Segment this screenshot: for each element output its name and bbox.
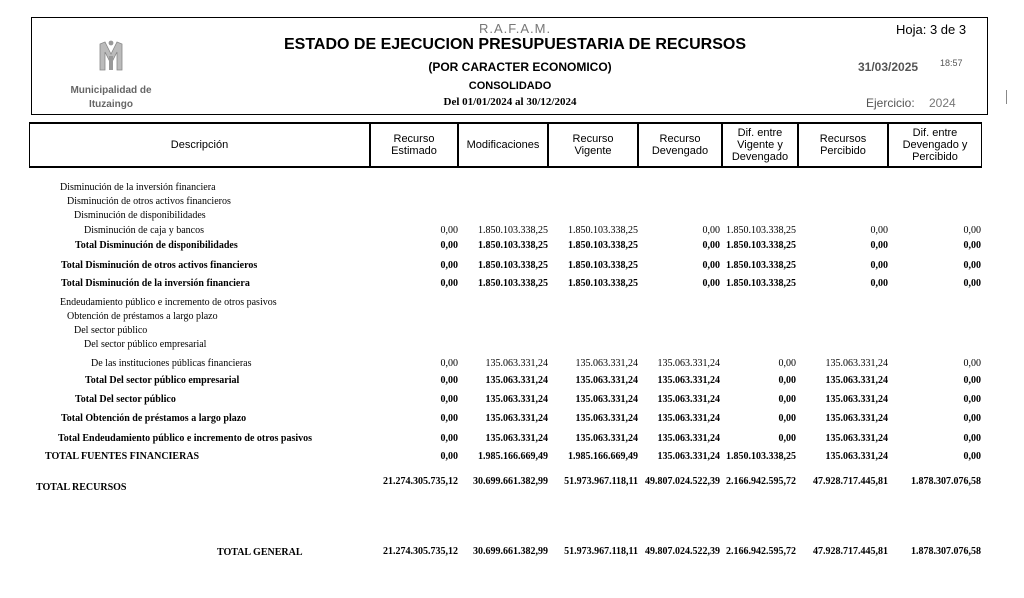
municipality-line-1: Municipalidad de (70, 85, 152, 96)
row-label: TOTAL GENERAL (217, 547, 303, 558)
cell-value: 0,00 (778, 375, 796, 386)
row-label: De las instituciones públicas financieras (91, 358, 252, 369)
cell-value: 1.850.103.338,25 (478, 225, 548, 236)
cell-value: 0,00 (870, 225, 888, 236)
column-header-line: Recursos (819, 133, 867, 145)
row-label: Obtención de préstamos a largo plazo (67, 311, 218, 322)
cell-value: 1.850.103.338,25 (568, 225, 638, 236)
column-header-line: Recurso (572, 133, 614, 145)
cell-value: 30.699.661.382,99 (473, 476, 548, 487)
system-name: R.A.F.A.M. (478, 21, 552, 36)
row-label: Endeudamiento público e incremento de otros pasivos (60, 297, 277, 308)
cell-value: 135.063.331,24 (657, 451, 720, 462)
column-header-line: Dif. entre (737, 127, 783, 139)
cell-value: 51.973.967.118,11 (564, 476, 638, 487)
row-label: Del sector público (74, 325, 148, 336)
cell-value: 21.274.305.735,12 (383, 476, 458, 487)
column-header-line: Devengado y (902, 139, 968, 151)
report-period: Del 01/01/2024 al 30/12/2024 (443, 96, 577, 108)
cell-value: 135.063.331,24 (657, 394, 720, 405)
column-header-line: Recurso (659, 133, 701, 145)
cell-value: 135.063.331,24 (825, 358, 888, 369)
municipality-logo-icon (96, 38, 126, 74)
cell-value: 0,00 (963, 413, 981, 424)
cell-value: 2.166.942.595,72 (726, 476, 796, 487)
cell-value: 47.928.717.445,81 (813, 546, 888, 557)
row-label: Total Obtención de préstamos a largo plazo (61, 413, 247, 424)
cell-value: 135.063.331,24 (485, 394, 548, 405)
cell-value: 1.850.103.338,25 (726, 260, 796, 271)
cell-value: 135.063.331,24 (485, 358, 548, 369)
page-indicator: Hoja: 3 de 3 (896, 22, 967, 37)
row-label: Total Del sector público empresarial (85, 375, 240, 386)
cell-value: 30.699.661.382,99 (473, 546, 548, 557)
cell-value: 135.063.331,24 (657, 433, 720, 444)
cell-value: 1.850.103.338,25 (568, 240, 638, 251)
column-header-line: Modificaciones (466, 139, 540, 151)
cell-value: 0,00 (702, 225, 720, 236)
cell-value: 135.063.331,24 (575, 433, 638, 444)
cell-value: 0,00 (440, 358, 458, 369)
cell-value: 0,00 (702, 240, 720, 251)
column-header-line: Devengado (731, 151, 789, 163)
column-header (638, 122, 722, 168)
cell-value: 0,00 (440, 240, 458, 251)
cell-value: 0,00 (963, 260, 981, 271)
cell-value: 1.850.103.338,25 (568, 260, 638, 271)
cell-value: 0,00 (778, 358, 796, 369)
column-header-line: Percibido (820, 145, 866, 157)
column-header (458, 122, 548, 168)
exercise-value: 2024 (929, 96, 956, 110)
cell-value: 135.063.331,24 (825, 413, 888, 424)
row-label: Disminución de otros activos financieros (67, 196, 231, 207)
cell-value: 0,00 (778, 413, 796, 424)
cell-value: 0,00 (702, 260, 720, 271)
cell-value: 1.850.103.338,25 (726, 278, 796, 289)
cell-value: 0,00 (963, 394, 981, 405)
row-label: Del sector público empresarial (84, 339, 207, 350)
cell-value: 0,00 (870, 278, 888, 289)
cell-value: 135.063.331,24 (657, 358, 720, 369)
column-header-line: Dif. entre (912, 127, 958, 139)
cell-value: 135.063.331,24 (825, 394, 888, 405)
cell-value: 0,00 (440, 394, 458, 405)
cell-value: 0,00 (778, 394, 796, 405)
cell-value: 49.807.024.522,39 (645, 546, 720, 557)
report-scope: CONSOLIDADO (468, 80, 552, 92)
cell-value: 0,00 (440, 260, 458, 271)
column-header (548, 122, 638, 168)
cell-value: 0,00 (963, 278, 981, 289)
cell-value: 1.850.103.338,25 (478, 240, 548, 251)
cell-value: 1.878.307.076,58 (911, 546, 981, 557)
cell-value: 0,00 (440, 375, 458, 386)
cell-value: 0,00 (870, 240, 888, 251)
cell-value: 1.985.166.669,49 (478, 451, 548, 462)
cell-value: 135.063.331,24 (657, 413, 720, 424)
column-header (722, 122, 798, 168)
column-header (29, 122, 370, 168)
row-label: Total Del sector público (75, 394, 176, 405)
row-label: Total Endeudamiento público e incremento de otros pasivos (58, 433, 313, 444)
cell-value: 135.063.331,24 (575, 413, 638, 424)
column-header (888, 122, 982, 168)
cell-value: 0,00 (963, 375, 981, 386)
row-label: Disminución de la inversión financiera (60, 182, 216, 193)
cell-value: 1.850.103.338,25 (726, 240, 796, 251)
report-date: 31/03/2025 (858, 60, 919, 74)
cell-value: 51.973.967.118,11 (564, 546, 638, 557)
cell-value: 0,00 (778, 433, 796, 444)
cell-value: 1.878.307.076,58 (911, 476, 981, 487)
cell-value: 2.166.942.595,72 (726, 546, 796, 557)
row-label: Total Disminución de la inversión financiera (61, 278, 250, 289)
cell-value: 135.063.331,24 (485, 375, 548, 386)
cell-value: 1.850.103.338,25 (478, 260, 548, 271)
report-time: 18:57 (940, 58, 963, 68)
cell-value: 0,00 (870, 260, 888, 271)
cell-value: 0,00 (963, 433, 981, 444)
cell-value: 0,00 (440, 433, 458, 444)
column-header (798, 122, 888, 168)
cell-value: 1.850.103.338,25 (568, 278, 638, 289)
cell-value: 0,00 (702, 278, 720, 289)
column-header-line: Vigente (574, 145, 612, 157)
cell-value: 0,00 (440, 413, 458, 424)
report-title: ESTADO DE EJECUCION PRESUPUESTARIA DE RECURSOS (284, 36, 746, 53)
cell-value: 135.063.331,24 (485, 433, 548, 444)
cell-value: 0,00 (963, 225, 981, 236)
scroll-edge-marker (1006, 90, 1011, 104)
row-label: TOTAL RECURSOS (36, 482, 127, 493)
cell-value: 0,00 (963, 358, 981, 369)
cell-value: 47.928.717.445,81 (813, 476, 888, 487)
municipality-line-2: Ituzaingo (89, 99, 133, 110)
row-label: TOTAL FUENTES FINANCIERAS (45, 451, 200, 462)
column-header-line: Percibido (912, 151, 958, 163)
column-header-line: Recurso (393, 133, 435, 145)
row-label: Disminución de caja y bancos (84, 225, 204, 236)
column-header-line: Devengado (651, 145, 709, 157)
column-header-line: Vigente y (737, 139, 783, 151)
row-label: Total Disminución de disponibilidades (75, 240, 238, 251)
cell-value: 135.063.331,24 (575, 358, 638, 369)
cell-value: 135.063.331,24 (657, 375, 720, 386)
cell-value: 0,00 (440, 225, 458, 236)
row-label: Disminución de disponibilidades (74, 210, 206, 221)
cell-value: 1.850.103.338,25 (726, 451, 796, 462)
cell-value: 135.063.331,24 (825, 433, 888, 444)
cell-value: 1.850.103.338,25 (478, 278, 548, 289)
cell-value: 135.063.331,24 (825, 375, 888, 386)
cell-value: 0,00 (440, 451, 458, 462)
cell-value: 0,00 (440, 278, 458, 289)
column-header-line: Descripción (170, 139, 229, 151)
cell-value: 49.807.024.522,39 (645, 476, 720, 487)
column-header (370, 122, 458, 168)
cell-value: 1.850.103.338,25 (726, 225, 796, 236)
cell-value: 135.063.331,24 (485, 413, 548, 424)
cell-value: 1.985.166.669,49 (568, 451, 638, 462)
municipality-name (60, 84, 162, 112)
row-label: Total Disminución de otros activos financieros (61, 260, 258, 271)
cell-value: 135.063.331,24 (575, 394, 638, 405)
cell-value: 0,00 (963, 240, 981, 251)
exercise-label: Ejercicio: (866, 96, 915, 110)
column-header-line: Estimado (391, 145, 437, 157)
cell-value: 135.063.331,24 (575, 375, 638, 386)
cell-value: 21.274.305.735,12 (383, 546, 458, 557)
cell-value: 0,00 (963, 451, 981, 462)
cell-value: 135.063.331,24 (825, 451, 888, 462)
report-subtitle: (POR CARACTER ECONOMICO) (428, 60, 612, 74)
